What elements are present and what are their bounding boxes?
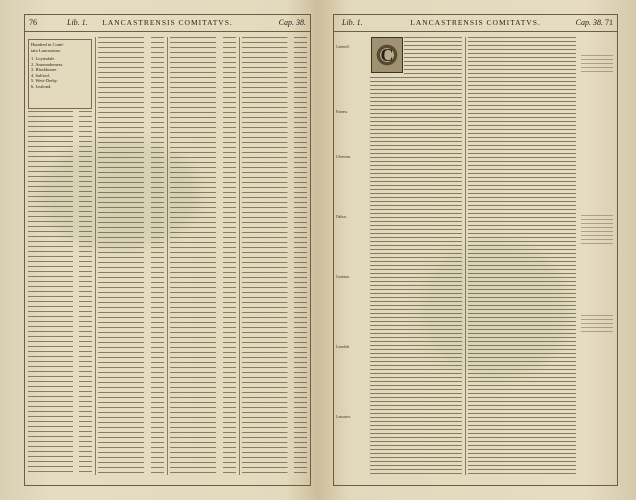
left-chapter: Cap. 38. [278, 18, 306, 27]
margin-note: Lancaster. [336, 415, 351, 419]
hundreds-item: 1. Loynsdale. [31, 56, 56, 61]
right-chapter-and-page [576, 18, 613, 27]
initial-letter: C [380, 45, 394, 65]
right-page [333, 14, 618, 486]
margin-note: Cartmell. [336, 45, 350, 49]
hundreds-item: 2. Amounderness. [31, 61, 64, 67]
index-column-3 [167, 37, 240, 475]
left-book-label: Lib. 1. [67, 18, 88, 27]
hundreds-box [28, 39, 92, 109]
index-column-2 [95, 37, 168, 475]
body-text-column-1 [370, 77, 462, 475]
body-text-column-2 [468, 37, 576, 475]
right-page-number: 71 [605, 18, 613, 27]
index-entries [28, 111, 92, 475]
hundreds-box-title-1: Hundred in Comi- [31, 42, 64, 47]
right-running-title: LANCASTRENSIS COMITATVS. [410, 18, 541, 27]
margin-note: Dalton. [336, 215, 347, 219]
margin-note: Lonsdale. [336, 345, 351, 349]
margin-note: Ulverston. [336, 155, 352, 159]
hundreds-item: 4. Salford. [31, 72, 50, 78]
right-margin-notes [581, 315, 613, 335]
index-column-1 [25, 37, 96, 475]
right-book-label: Lib. 1. [342, 18, 363, 27]
left-running-title: LANCASTRENSIS COMITATVS. [102, 18, 233, 27]
right-chapter: Cap. 38. [575, 18, 603, 27]
column-divider [465, 37, 466, 475]
index-column-4 [239, 37, 310, 475]
hundreds-item: 6. Lealond. [31, 83, 52, 89]
body-text-top [404, 37, 462, 75]
hundreds-box-title-2: tatu Lancastriae: [31, 47, 61, 53]
hundreds-item: 5. West-Derby. [31, 78, 58, 83]
margin-note: Furness. [336, 110, 349, 114]
left-page [24, 14, 311, 486]
decorated-initial [371, 37, 403, 73]
left-page-number: 76 [29, 18, 37, 27]
hundreds-item: 3. Blackburne. [31, 67, 58, 72]
left-page-header [25, 15, 310, 32]
right-page-header [334, 15, 617, 32]
right-margin-notes [581, 55, 613, 75]
index-entries [242, 37, 307, 475]
margin-note: Coniston. [336, 275, 350, 279]
index-entries [170, 37, 236, 475]
index-entries [98, 37, 164, 475]
right-margin-notes [581, 215, 613, 245]
